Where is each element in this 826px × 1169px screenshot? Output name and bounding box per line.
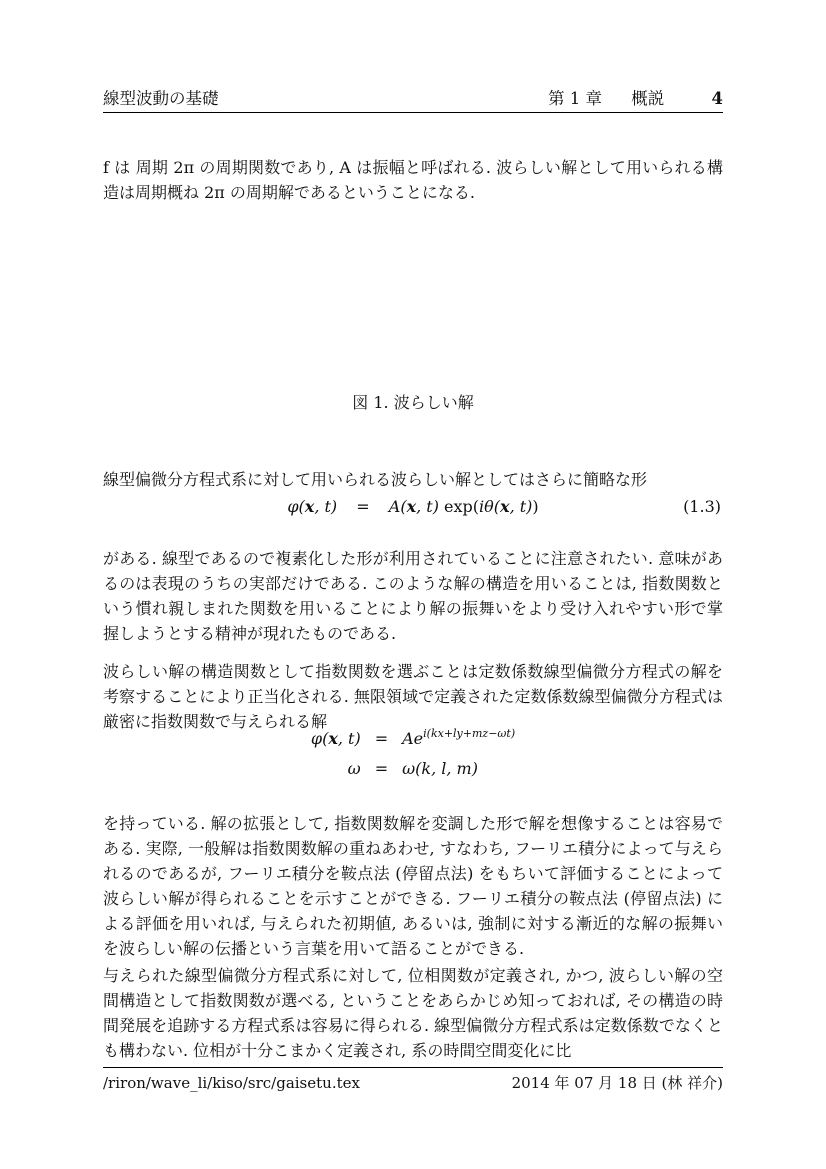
equals-sign: = <box>374 759 389 778</box>
equation-grid <box>311 727 515 778</box>
paragraph-2: 線型偏微分方程式系に対して用いられる波らしい解としてはさらに簡略な形 <box>103 470 648 489</box>
page-footer <box>103 1072 723 1093</box>
source-file-path: /riron/wave_li/kiso/src/gaisetu.tex <box>103 1074 360 1092</box>
chapter-label: 第 1 章 <box>548 89 603 108</box>
equation-line1-lhs: φ(x, t) <box>310 729 361 748</box>
equation-rhs: A(x, t) exp(iθ(x, t)) <box>388 497 539 516</box>
chapter-title: 概説 <box>631 89 665 108</box>
equation-lhs: φ(x, t) <box>287 497 338 516</box>
paragraph-1: f は 周期 2π の周期関数であり, A は振幅と呼ばれる. 波らしい解として用いられる構造は周期概ね 2π の周期解であるということになる. <box>103 158 723 202</box>
equals-sign: = <box>356 497 370 516</box>
doc-title: 線型波動の基礎 <box>103 89 219 108</box>
paragraph-5: を持っている. 解の拡張として, 指数関数解を変調した形で解を想像することは容易である. 実際, 一般解は指数関数解の重ねあわせ, すなわち, フーリエ積分によって与えられるのであるが, フーリエ積分を鞍点法 (停留点法) をもちいて評価することによって波らしい解が得られることを示すことができる. フーリエ積分の鞍点法 (停留点法) による評価を用いれば, 与えられた初期値, あるいは, 強制に対する漸近的な解の振舞いを波らしい解の伝播という言葉を用いて語ることができる. <box>103 814 723 958</box>
page-header <box>103 85 723 109</box>
footer-rule <box>103 1067 723 1068</box>
equation-number: (1.3) <box>683 497 721 516</box>
equation-1-3 <box>103 492 723 522</box>
header-rule <box>103 112 723 113</box>
equals-sign: = <box>374 729 389 748</box>
equation-line1-rhs: $Ae^{i(kx+ly+mz-\omega t)}$ <box>402 727 516 748</box>
equation-line2-rhs: ω(k, l, m) <box>402 759 478 778</box>
date-author: 2014 年 07 月 18 日 (林 祥介) <box>511 1074 723 1092</box>
page-number: 4 <box>711 89 723 108</box>
equation-group-dispersion <box>103 727 723 778</box>
paragraph-3: がある. 線型であるので複素化した形が利用されていることに注意されたい. 意味があるのは表現のうちの実部だけである. このような解の構造を用いることは, 指数関数という慣れ親しまれた関数を用いることにより解の振舞いをより受け入れやすい形で掌握しようとする精神が現れたものである. <box>103 549 723 643</box>
paragraph-6: 与えられた線型偏微分方程式系に対して, 位相関数が定義され, かつ, 波らしい解の空間構造として指数関数が選べる, ということをあらかじめ知っておれば, その構造の時間発展を追跡する方程式系は容易に得られる. 線型偏微分方程式系は定数係数でなくとも構わない. 位相が十分こまかく定義され, 系の時間空間変化に比 <box>103 966 723 1060</box>
figure-caption: 図 1. 波らしい解 <box>352 393 474 412</box>
header-right <box>548 85 723 109</box>
figure-area <box>103 195 723 380</box>
paragraph-4: 波らしい解の構造関数として指数関数を選ぶことは定数係数線型偏微分方程式の解を考察することにより正当化される. 無限領域で定義された定数係数線型偏微分方程式は厳密に指数関数で与えられる解 <box>103 662 723 731</box>
equation-body <box>287 492 538 522</box>
equation-line2-lhs: ω <box>347 759 361 778</box>
